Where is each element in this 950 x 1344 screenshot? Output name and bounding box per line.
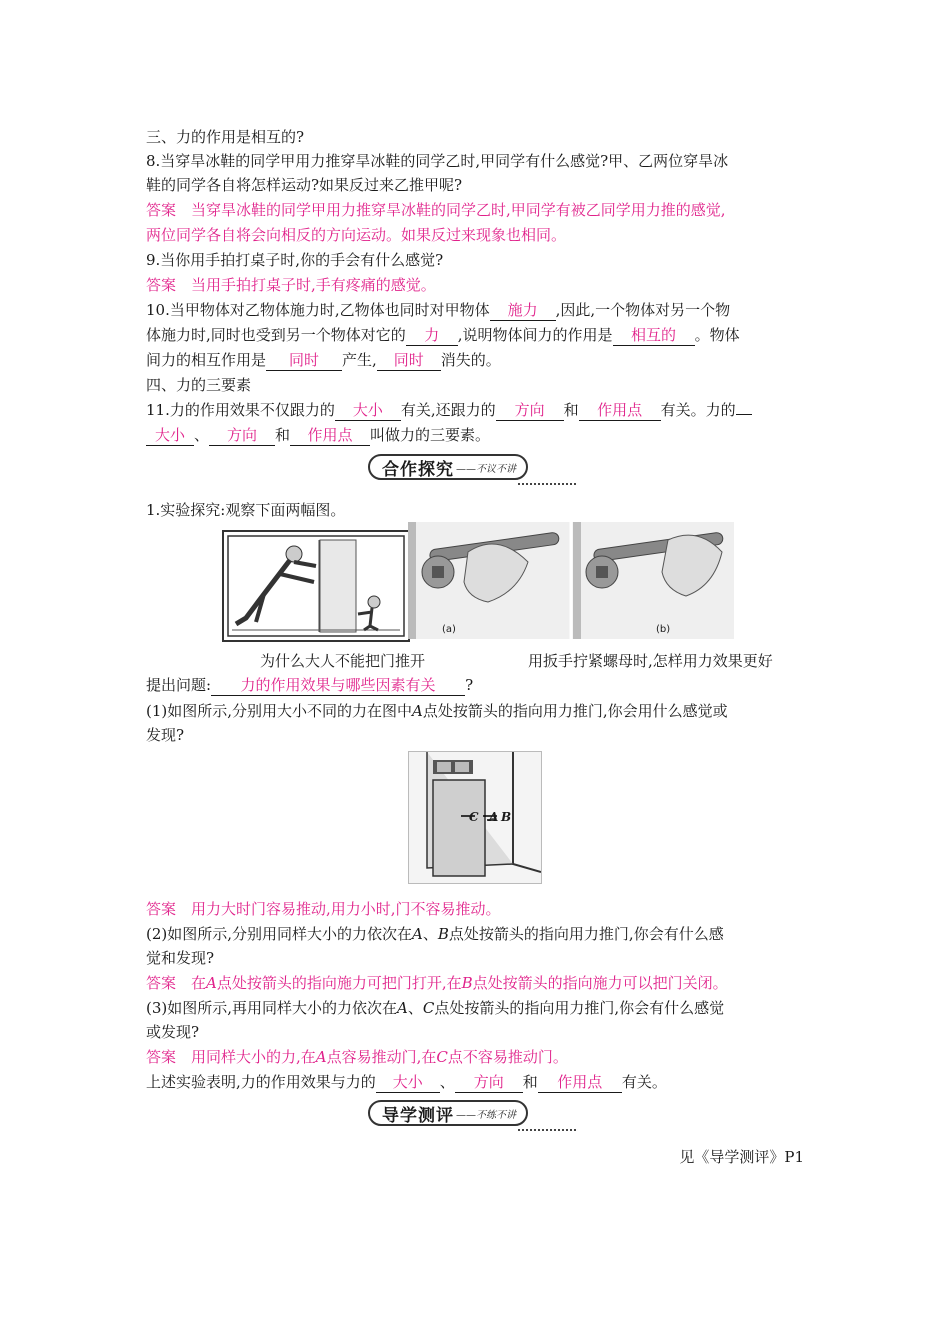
text: 和 <box>522 1073 538 1091</box>
step-2-line-1 <box>146 923 724 945</box>
point-label: B <box>437 925 449 943</box>
reference-note: 见《导学测评》P1 <box>679 1148 804 1166</box>
text: (3)如图所示,再用同样大小的力依次在 <box>146 999 398 1017</box>
text: (1)如图所示,分别用大小不同的力在图中 <box>146 702 413 720</box>
point-label: A <box>315 1048 327 1066</box>
fill-blank: 相互的 <box>613 326 695 346</box>
fill-blank <box>736 414 752 415</box>
question-10-line-3 <box>146 349 501 371</box>
text: ,因此,一个物体对另一个物 <box>555 301 731 319</box>
text: 点处按箭头的指向用力推门,你会有什么感觉 <box>434 999 725 1017</box>
question-10-line-1 <box>146 299 730 321</box>
fill-blank: 方向 <box>496 401 564 421</box>
question-9: 9.当你用手拍打桌子时,你的手会有什么感觉? <box>146 251 444 269</box>
banner-pill <box>368 1100 528 1126</box>
fill-blank: 力的作用效果与哪些因素有关 <box>211 676 465 696</box>
figure-adult-pushing-door <box>222 530 410 642</box>
banner-dots <box>518 1125 576 1131</box>
point-label: A <box>412 925 423 943</box>
banner-pill <box>368 454 528 480</box>
figure-label-a: (a) <box>442 624 456 635</box>
answer-8-line-2: 两位同学各自将会向相反的方向运动。如果反过来现象也相同。 <box>146 226 567 244</box>
caption-wrench: 用扳手拧紧螺母时,怎样用力效果更好 <box>528 652 773 670</box>
question-10-line-2 <box>146 324 740 346</box>
answer-step-1: 答案 用力大时门容易推动,用力小时,门不容易推动。 <box>146 900 501 918</box>
question-prompt <box>146 674 473 696</box>
fill-blank: 大小 <box>376 1073 440 1093</box>
text: 有关。力的 <box>660 401 736 419</box>
fill-blank: 作用点 <box>579 401 661 421</box>
caption-adult-door: 为什么大人不能把门推开 <box>260 652 426 670</box>
banner-title: 合作探究 <box>382 459 454 480</box>
text: 、 <box>194 426 210 444</box>
experiment-intro: 1.实验探究:观察下面两幅图。 <box>146 501 346 519</box>
conclusion <box>146 1071 667 1093</box>
section-banner-cooperative <box>368 452 578 482</box>
fill-blank: 大小 <box>146 426 194 446</box>
wrench-illustration <box>408 522 734 639</box>
text: 点处按箭头的指向用力推门,你会用什么感觉或 <box>422 702 728 720</box>
answer-8-line-1: 答案 当穿旱冰鞋的同学甲用力推穿旱冰鞋的同学乙时,甲同学有被乙同学用力推的感觉, <box>146 201 726 219</box>
fill-blank: 力 <box>406 326 458 346</box>
text: 叫做力的三要素。 <box>370 426 491 444</box>
door-point-b: B <box>501 810 512 824</box>
text: 。物体 <box>694 326 740 344</box>
section-title-3: 三、力的作用是相互的? <box>146 128 305 146</box>
text: 有关。 <box>621 1073 667 1091</box>
banner-title: 导学测评 <box>382 1105 454 1126</box>
text: 点处按箭头的指向施力可以把门关闭。 <box>472 974 728 992</box>
banner-dots <box>518 479 576 485</box>
text: 有关,还跟力的 <box>400 401 496 419</box>
banner-subtitle: ——不练不讲 <box>456 1109 516 1121</box>
text: 10.当甲物体对乙物体施力时,乙物体也同时对甲物体 <box>146 301 490 319</box>
text: 点容易推动门,在 <box>326 1048 437 1066</box>
point-label: C <box>422 999 435 1017</box>
text: 11.力的作用效果不仅跟力的 <box>146 401 335 419</box>
text: 答案 在 <box>146 974 207 992</box>
question-11-line-2 <box>146 424 490 446</box>
text: 提出问题: <box>146 676 212 694</box>
point-label: A <box>206 974 217 992</box>
text: 点处按箭头的指向用力推门,你会有什么感 <box>448 925 724 943</box>
figure-label-b: (b) <box>656 624 671 635</box>
text: 、 <box>407 999 423 1017</box>
adult-door-illustration <box>224 532 408 640</box>
step-1-line-2: 发现? <box>146 726 185 744</box>
step-2-line-2: 觉和发现? <box>146 949 215 967</box>
fill-blank: 同时 <box>377 351 441 371</box>
text: (2)如图所示,分别用同样大小的力依次在 <box>146 925 413 943</box>
text: 点处按箭头的指向施力可把门打开,在 <box>216 974 462 992</box>
fill-blank: 方向 <box>209 426 275 446</box>
text: 点不容易推动门。 <box>447 1048 568 1066</box>
figure-wrenches <box>408 522 734 639</box>
step-3-line-1 <box>146 997 724 1019</box>
text: 和 <box>563 401 579 419</box>
step-3-line-2: 或发现? <box>146 1023 200 1041</box>
fill-blank: 大小 <box>335 401 401 421</box>
figure-door <box>408 751 542 884</box>
question-8-line-2: 鞋的同学各自将怎样运动?如果反过来乙推甲呢? <box>146 176 463 194</box>
door-point-c: C <box>469 810 479 824</box>
fill-blank: 作用点 <box>538 1073 622 1093</box>
text: 产生, <box>342 351 377 369</box>
door-point-a: A <box>489 810 499 824</box>
text: 上述实验表明,力的作用效果与力的 <box>146 1073 376 1091</box>
text: ,说明物体间力的作用是 <box>457 326 613 344</box>
text: 间力的相互作用是 <box>146 351 267 369</box>
fill-blank: 同时 <box>266 351 342 371</box>
answer-step-3 <box>146 1046 568 1068</box>
section-banner-assessment <box>368 1098 578 1128</box>
question-11-line-1 <box>146 399 752 421</box>
answer-step-2 <box>146 972 728 994</box>
text: 、 <box>439 1073 455 1091</box>
point-label: B <box>461 974 473 992</box>
fill-blank: 施力 <box>490 301 556 321</box>
text: 、 <box>422 925 438 943</box>
section-title-4: 四、力的三要素 <box>146 376 252 394</box>
text: ? <box>465 676 474 694</box>
fill-blank: 作用点 <box>290 426 370 446</box>
text: 答案 用同样大小的力,在 <box>146 1048 316 1066</box>
banner-subtitle: ——不议不讲 <box>456 463 516 475</box>
text: 体施力时,同时也受到另一个物体对它的 <box>146 326 406 344</box>
point-label: C <box>436 1048 448 1066</box>
fill-blank: 方向 <box>455 1073 523 1093</box>
step-1-line-1 <box>146 700 728 722</box>
text: 和 <box>275 426 291 444</box>
answer-9: 答案 当用手拍打桌子时,手有疼痛的感觉。 <box>146 276 436 294</box>
text: 消失的。 <box>440 351 501 369</box>
question-8-line-1: 8.当穿旱冰鞋的同学甲用力推穿旱冰鞋的同学乙时,甲同学有什么感觉?甲、乙两位穿旱冰 <box>146 152 729 170</box>
point-label: A <box>412 702 423 720</box>
point-label: A <box>397 999 408 1017</box>
